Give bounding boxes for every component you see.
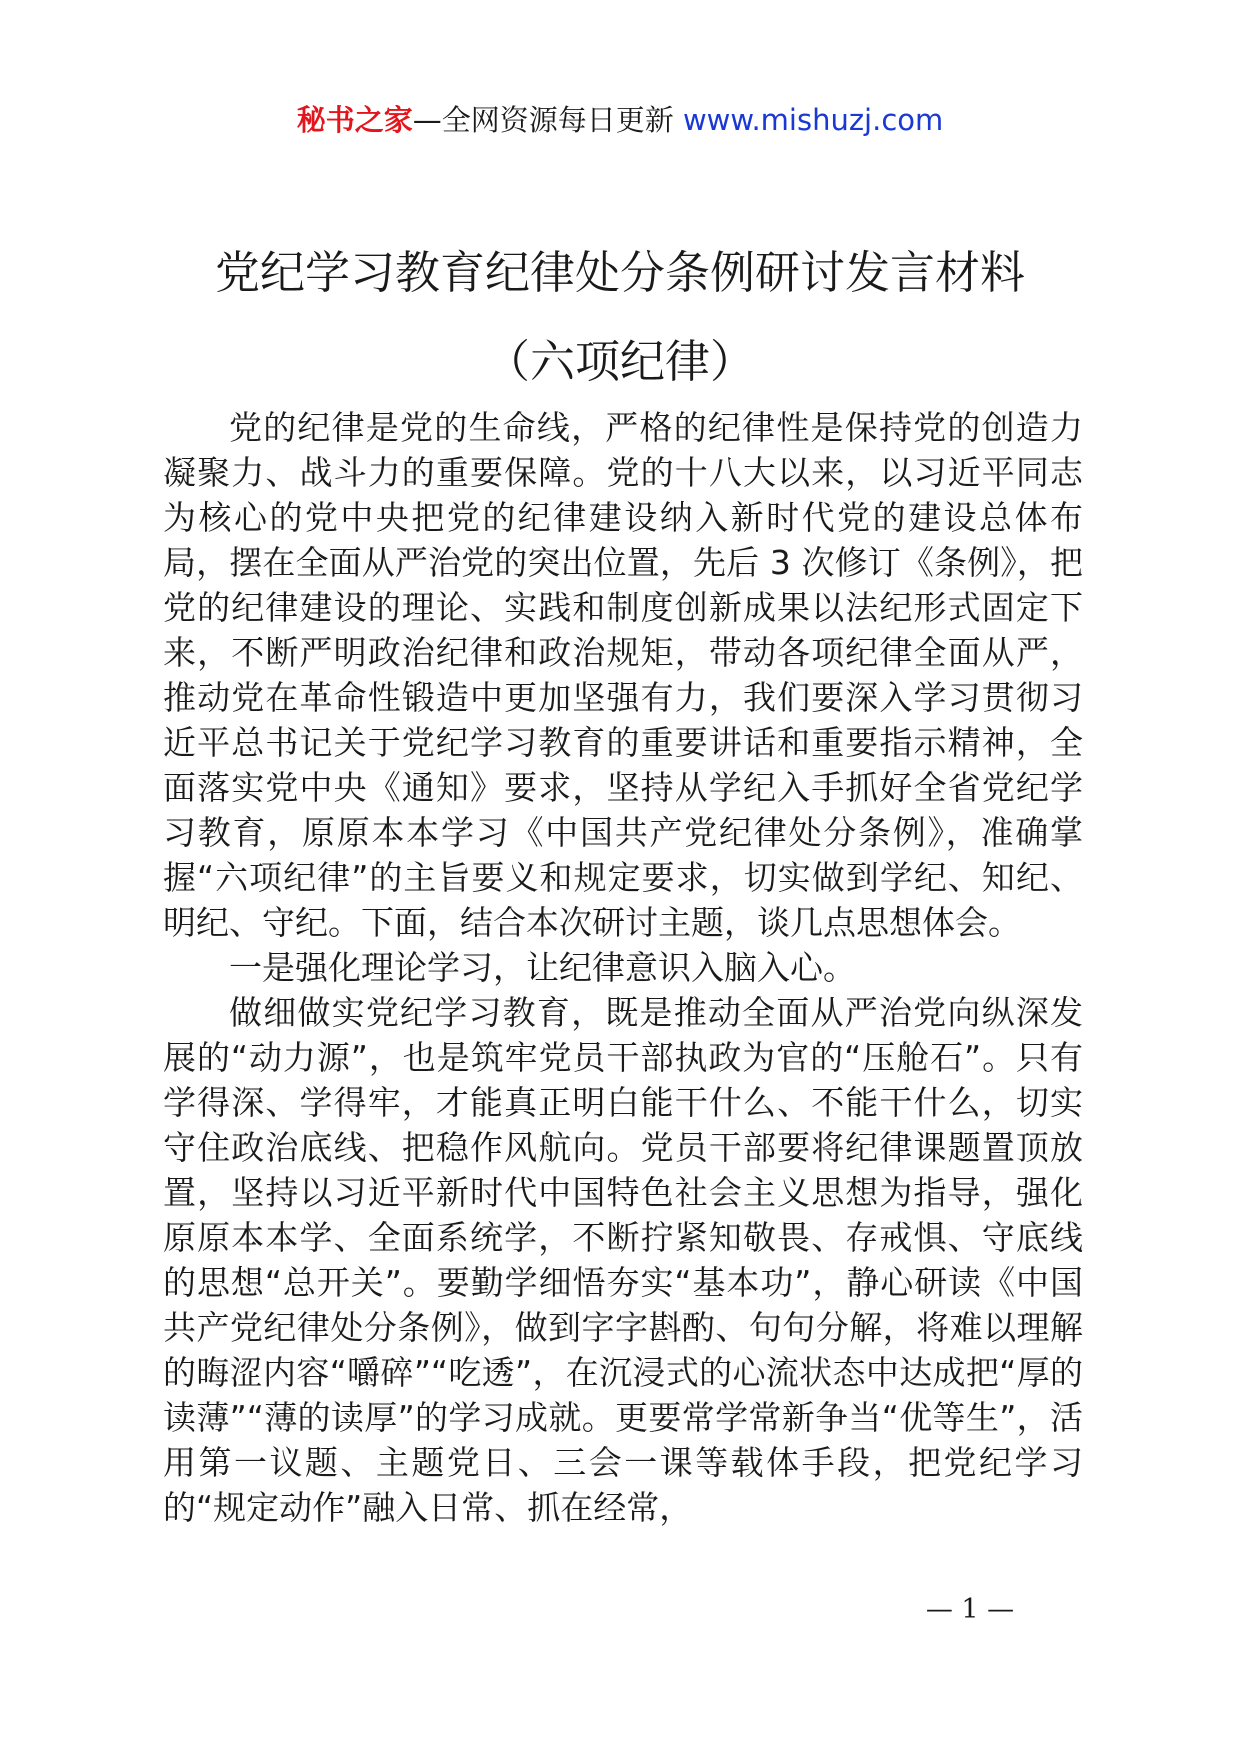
section-heading-1: 一是强化理论学习，让纪律意识入脑入心。 <box>229 948 856 987</box>
body-paragraph-section-1: 做细做实党纪学习教育，既是推动全面从严治党向纵深发展的“动力源”，也是筑牢党员干部执政为官的“压舱石”。只有学得深、学得牢，才能真正明白能干什么、不能干什么，切实守住政治底线、把稳作风航向。党员干部要将纪律课题置顶放置，坚持以习近平新时代中国特色社会主义思想为指导，强化原原本本学、全面系统学，不断拧紧知敬畏、存戒惧、守底线的思想“总开关”。要勤学细悟夯实“基本功”，静心研读《中国共产党纪律处分条例》，做到字字斟酌、句句分解，将难以理解的晦涩内容“嚼碎”“吃透”，在沉浸式的心流状态中达成把“厚的读薄”“薄的读厚”的学习成就。更要常学常新争当“优等生”，活用第一议题、主题党日、三会一课等载体手段，把党纪学习的“规定动作”融入日常、抓在经常， <box>163 993 1083 1527</box>
document-body <box>163 405 1083 1530</box>
document-title: 党纪学习教育纪律处分条例研讨发言材料 <box>214 246 1025 299</box>
site-header <box>0 100 1240 140</box>
site-name: 秘书之家 <box>296 103 413 137</box>
document-subtitle: （六项纪律） <box>484 335 755 388</box>
site-url-link[interactable]: www.mishuzj.com <box>682 103 944 137</box>
site-slogan: —全网资源每日更新 <box>412 103 674 137</box>
body-paragraph-intro: 党的纪律是党的生命线，严格的纪律性是保持党的创造力凝聚力、战斗力的重要保障。党的十八大以来，以习近平同志为核心的党中央把党的纪律建设纳入新时代党的建设总体布局，摆在全面从严治党的突出位置，先后 3 次修订《条例》，把党的纪律建设的理论、实践和制度创新成果以法纪形式固定下来，不断严明政治纪律和政治规矩，带动各项纪律全面从严，推动党在革命性锻造中更加坚强有力，我们要深入学习贯彻习近平总书记关于党纪学习教育的重要讲话和重要指示精神，全面落实党中央《通知》要求，坚持从学纪入手抓好全省党纪学习教育，原原本本学习《中国共产党纪律处分条例》，准确掌握“六项纪律”的主旨要义和规定要求，切实做到学纪、知纪、明纪、守纪。下面，结合本次研讨主题，谈几点思想体会。 <box>163 408 1083 942</box>
page-number: — 1 — <box>925 1594 1015 1625</box>
